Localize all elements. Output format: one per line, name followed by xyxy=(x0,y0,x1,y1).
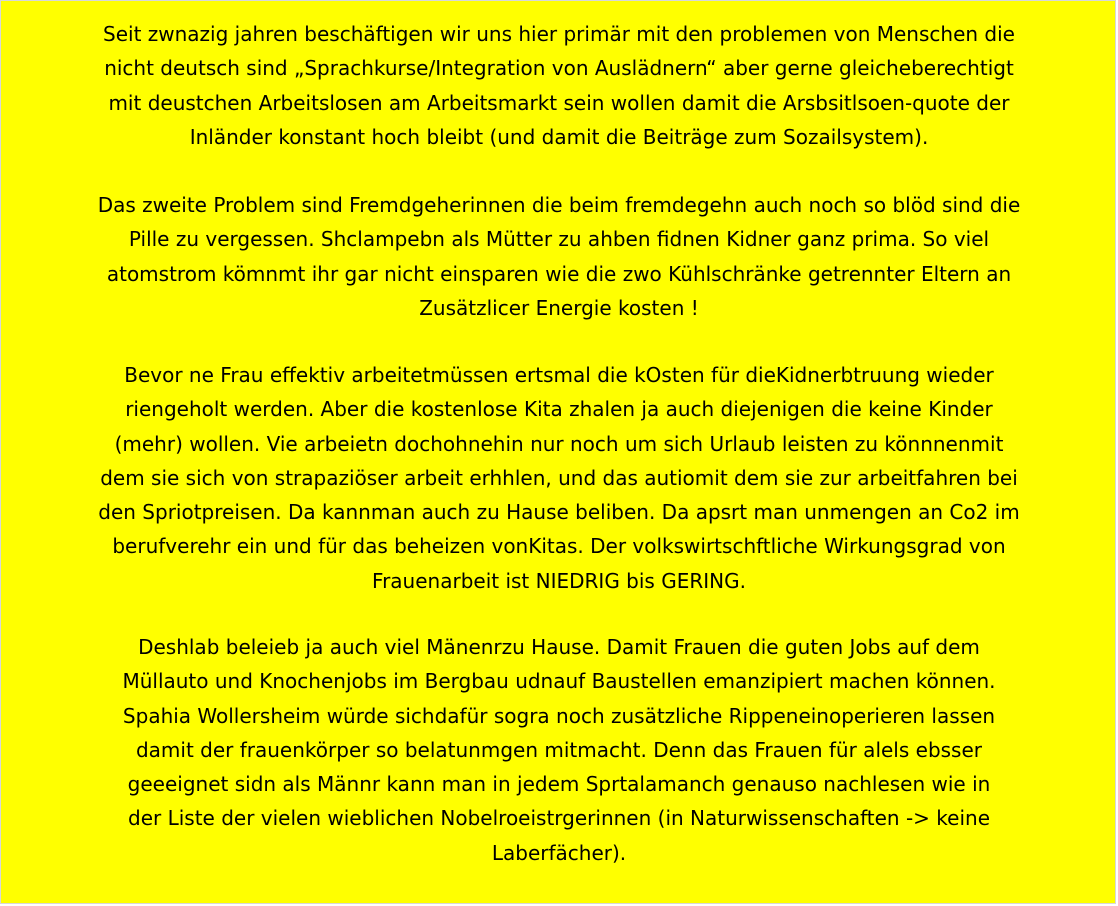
text-line: Bevor ne Frau effektiv arbeitetmüssen ertsmal die kOsten für dieKidnerbtruung wieder xyxy=(124,363,994,387)
paragraph-1 xyxy=(21,17,1097,154)
text-line: Laberfächer). xyxy=(491,840,627,865)
text-line: berufverehr ein und für das beheizen vonKitas. Der volkswirtschftliche Wirkungsgrad von xyxy=(112,534,1006,559)
text-line: Inländer konstant hoch bleibt (und damit die Beiträge zum Sozailsystem). xyxy=(189,124,929,149)
text-line: (mehr) wollen. Vie arbeietn dochohnehin nur noch um sich Urlaub leisten zu könnnenmit xyxy=(114,431,1004,456)
text-line: Müllauto und Knochenjobs im Bergbau udnauf Baustellen emanzipiert machen können. xyxy=(122,669,996,694)
text-line: Pille zu vergessen. Shclampebn als Mütter zu ahben fidnen Kidner ganz prima. So viel xyxy=(128,227,990,252)
text-line: geeeignet sidn als Männr kann man in jedem Sprtalamanch genauso nachlesen wie in xyxy=(127,772,991,797)
paragraph-2 xyxy=(21,188,1097,325)
text-line: riengeholt werden. Aber die kostenlose Kita zhalen ja auch diejenigen die keine Kinder xyxy=(125,397,993,422)
paragraph-3 xyxy=(21,358,1097,598)
text-line: Frauenarbeit ist NIEDRIG bis GERING. xyxy=(372,568,746,593)
text-line: Das zweite Problem sind Fremdgeherinnen die beim fremdegehn auch noch so blöd sind die xyxy=(97,193,1021,217)
paragraph-4 xyxy=(21,630,1097,870)
text-line: atomstrom kömnmt ihr gar nicht einsparen wie die zwo Kühlschränke getrennter Eltern an xyxy=(106,261,1012,286)
text-line: damit der frauenkörper so belatunmgen mitmacht. Denn das Frauen für alels ebsser xyxy=(135,737,983,762)
text-line: den Spriotpreisen. Da kannman auch zu Hause beliben. Da apsrt man unmengen an Co2 im xyxy=(98,500,1020,525)
text-line: Deshlab beleieb ja auch viel Mänenrzu Hause. Damit Frauen die guten Jobs auf dem xyxy=(138,635,980,659)
text-line: mit deustchen Arbeitslosen am Arbeitsmarkt sein wollen damit die Arsbsitlsoen-quote der xyxy=(108,90,1010,115)
text-line: der Liste der vielen wieblichen Nobelroeistrgerinnen (in Naturwissenschaften -> keine xyxy=(128,806,990,831)
text-line: Spahia Wollersheim würde sichdafür sogra noch zusätzliche Rippeneinoperieren lassen xyxy=(122,703,996,728)
text-line: dem sie sich von strapaziöser arbeit erhhlen, und das autiomit dem sie zur arbeitfahren bei xyxy=(100,465,1018,490)
text-line: nicht deutsch sind „Sprachkurse/Integration von Auslädnern“ aber gerne gleicheberechtigt xyxy=(104,56,1014,81)
text-line: Zusätzlicer Energie kosten ! xyxy=(419,295,699,320)
text-line: Seit zwnazig jahren beschäftigen wir uns hier primär mit den problemen von Menschen die xyxy=(103,22,1015,46)
